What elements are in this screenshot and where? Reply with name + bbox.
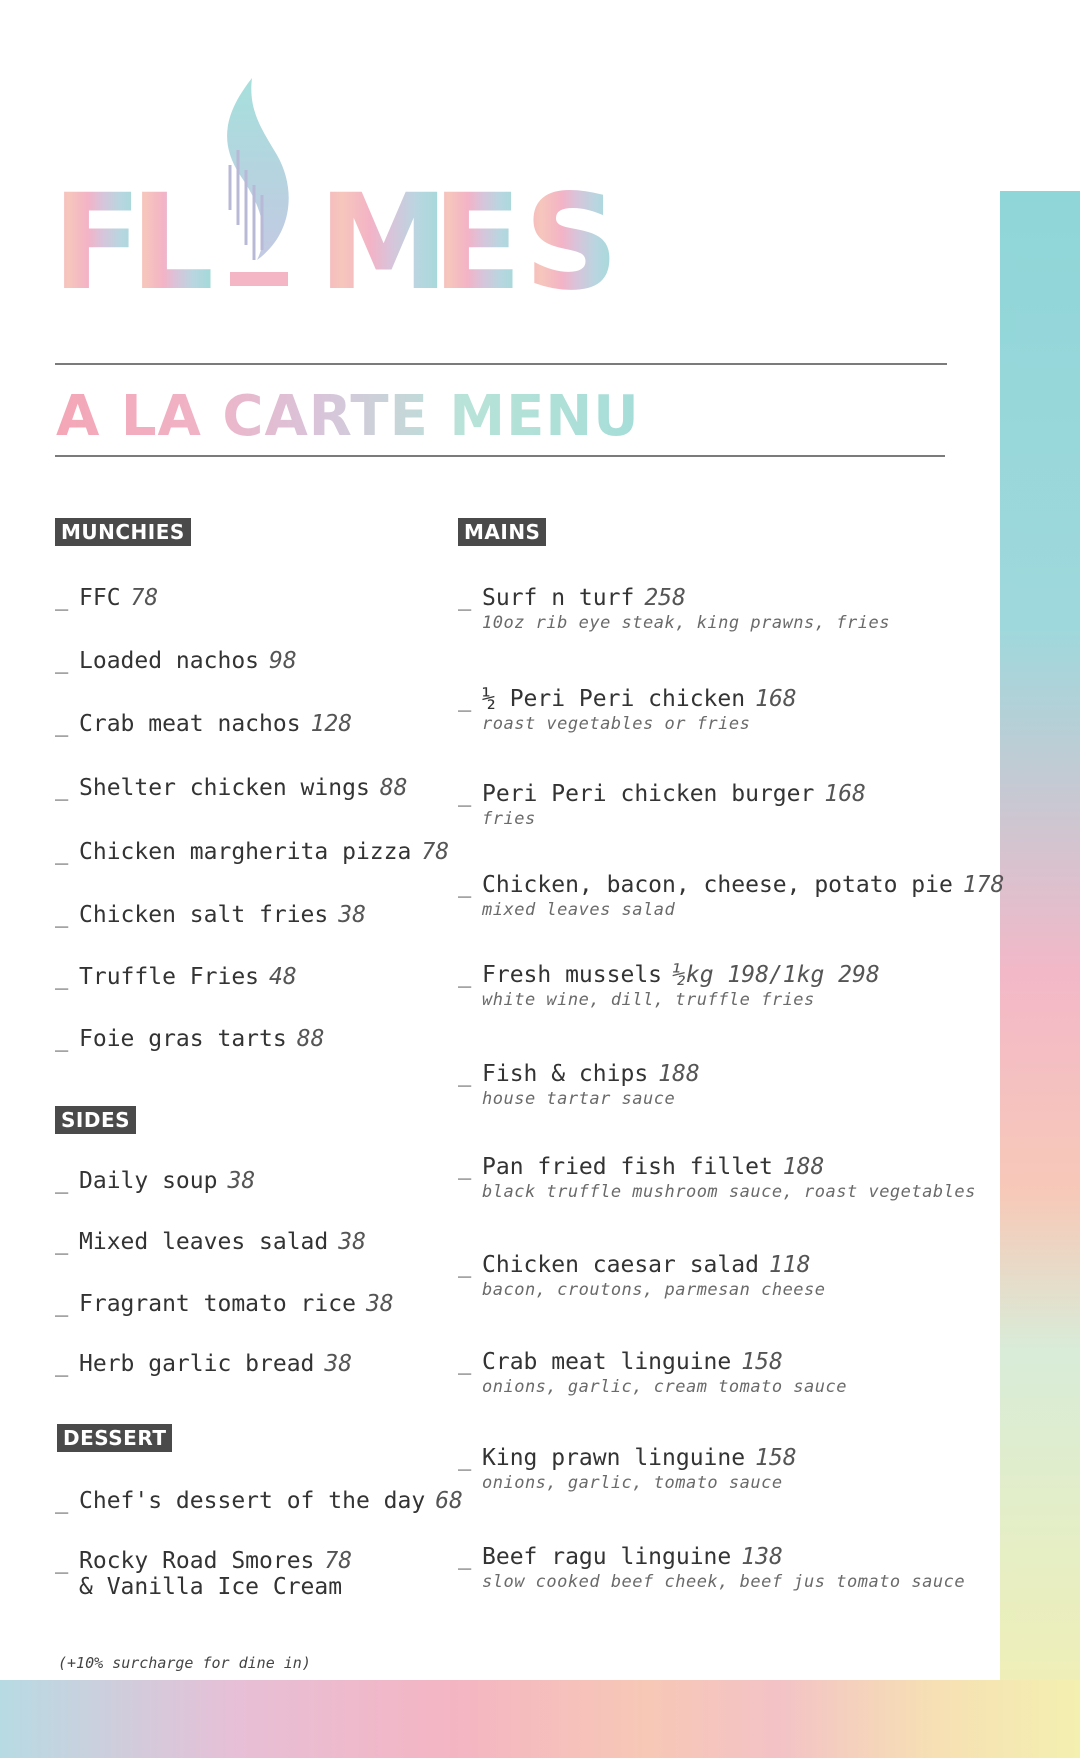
item-price: 48	[269, 964, 297, 990]
item-name: Crab meat linguine	[482, 1349, 732, 1375]
bullet-dash: _	[55, 1169, 69, 1194]
item-price: 98	[269, 648, 297, 674]
item-description: onions, garlic, cream tomato sauce	[482, 1377, 847, 1397]
item-price: 118	[768, 1252, 811, 1278]
item-price: 168	[755, 686, 797, 712]
item-price: 88	[379, 775, 408, 801]
item-price: 38	[227, 1168, 256, 1194]
menu-item	[55, 585, 158, 611]
item-name: Rocky Road Smores	[79, 1548, 315, 1574]
page-title: A LA CARTE MENU	[56, 384, 640, 449]
item-price: 188	[658, 1061, 700, 1087]
item-price: 38	[338, 902, 366, 928]
item-price: 68	[435, 1488, 463, 1514]
menu-item	[458, 1252, 826, 1300]
item-description: onions, garlic, tomato sauce	[482, 1473, 783, 1493]
logo-letter-f: F	[52, 166, 143, 320]
section-heading-munchies: MUNCHIES	[55, 518, 191, 546]
menu-item	[458, 1544, 965, 1592]
bullet-dash: _	[458, 586, 472, 611]
menu-item	[55, 964, 297, 990]
item-price: 188	[782, 1154, 825, 1180]
bullet-dash: _	[55, 712, 69, 737]
side-gradient-band	[1000, 191, 1080, 1758]
bullet-dash: _	[55, 1549, 69, 1574]
menu-item	[458, 585, 890, 633]
item-name: Mixed leaves salad	[79, 1229, 329, 1255]
menu-item	[458, 872, 1004, 920]
menu-item	[55, 775, 408, 801]
item-name: Daily soup	[79, 1168, 218, 1194]
menu-item	[55, 711, 352, 737]
menu-item	[458, 1061, 700, 1109]
menu-item	[458, 781, 866, 829]
item-price: 258	[644, 585, 686, 611]
item-name: Peri Peri chicken burger	[482, 781, 815, 807]
menu-item	[55, 648, 297, 674]
bullet-dash: _	[55, 903, 69, 928]
item-description: bacon, croutons, parmesan cheese	[482, 1280, 826, 1300]
menu-item	[458, 962, 880, 1010]
menu-item	[55, 1168, 255, 1194]
item-price: ½kg 198/1kg 298	[672, 962, 880, 988]
item-price: 138	[741, 1544, 783, 1570]
item-name: Fish & chips	[482, 1061, 649, 1087]
bullet-dash: _	[458, 782, 472, 807]
flames-logo	[52, 70, 620, 320]
bullet-dash: _	[458, 1545, 472, 1570]
surcharge-note: (+10% surcharge for dine in)	[58, 1654, 311, 1672]
bottom-gradient-band	[0, 1680, 1080, 1758]
bullet-dash: _	[55, 965, 69, 990]
bullet-dash: _	[458, 687, 472, 712]
item-price: 78	[324, 1548, 353, 1574]
item-name: Surf n turf	[482, 585, 635, 611]
bullet-dash: _	[55, 1292, 69, 1317]
menu-item	[55, 1229, 366, 1255]
item-description: white wine, dill, truffle fries	[482, 990, 815, 1010]
item-description: house tartar sauce	[482, 1089, 676, 1109]
item-price: 168	[824, 781, 866, 807]
item-description: roast vegetables or fries	[482, 714, 751, 734]
item-price: 178	[962, 872, 1005, 898]
menu-item	[55, 902, 366, 928]
menu-item	[458, 686, 797, 734]
bullet-dash: _	[55, 586, 69, 611]
section-heading-dessert: DESSERT	[57, 1424, 172, 1452]
menu-item	[55, 1548, 352, 1600]
bullet-dash: _	[458, 873, 472, 898]
item-price: 158	[741, 1349, 783, 1375]
item-name: Crab meat nachos	[79, 711, 301, 737]
logo-letter-e: E	[432, 166, 523, 320]
bullet-dash: _	[458, 1155, 472, 1180]
item-name: Chicken, bacon, cheese, potato pie	[482, 872, 953, 898]
item-description: mixed leaves salad	[482, 900, 676, 920]
title-underline-rule	[55, 455, 945, 457]
item-name: Fragrant tomato rice	[79, 1291, 356, 1317]
menu-item	[55, 1488, 463, 1514]
bullet-dash: _	[55, 1027, 69, 1052]
item-name: King prawn linguine	[482, 1445, 746, 1471]
item-name: Beef ragu linguine	[482, 1544, 732, 1570]
flame-icon	[227, 78, 289, 286]
item-name: FFC	[79, 585, 121, 611]
item-name: Fresh mussels	[482, 962, 663, 988]
item-name: Herb garlic bread	[79, 1351, 315, 1377]
item-name: Truffle Fries	[79, 964, 260, 990]
bullet-dash: _	[458, 1062, 472, 1087]
bullet-dash: _	[458, 1446, 472, 1471]
menu-item	[458, 1154, 976, 1202]
logo-letter-m: M	[318, 166, 450, 320]
item-price: 78	[421, 839, 450, 865]
bullet-dash: _	[55, 649, 69, 674]
section-heading-mains: MAINS	[458, 518, 546, 546]
bullet-dash: _	[55, 1489, 69, 1514]
item-price: 88	[296, 1026, 325, 1052]
menu-item	[55, 1026, 324, 1052]
bullet-dash: _	[55, 840, 69, 865]
section-heading-sides: SIDES	[55, 1106, 136, 1134]
bullet-dash: _	[458, 1253, 472, 1278]
bullet-dash: _	[458, 1350, 472, 1375]
item-price: 38	[324, 1351, 353, 1377]
logo-letter-s: S	[524, 166, 620, 320]
item-price: 38	[338, 1229, 366, 1255]
bullet-dash: _	[55, 776, 69, 801]
item-name: Chicken margherita pizza	[79, 839, 412, 865]
item-name: Shelter chicken wings	[79, 775, 370, 801]
bullet-dash: _	[55, 1230, 69, 1255]
item-name: Loaded nachos	[79, 648, 260, 674]
item-price: 158	[755, 1445, 797, 1471]
item-description: fries	[482, 809, 536, 829]
item-description: black truffle mushroom sauce, roast vegetables	[482, 1182, 976, 1202]
item-price: 78	[130, 585, 159, 611]
item-name-line-2: & Vanilla Ice Cream	[79, 1574, 343, 1600]
menu-item	[55, 1351, 352, 1377]
item-name: Pan fried fish fillet	[482, 1154, 773, 1180]
item-name: ½ Peri Peri chicken	[482, 686, 746, 712]
top-rule	[55, 363, 947, 365]
bullet-dash: _	[458, 963, 472, 988]
item-price: 128	[310, 711, 353, 737]
menu-item	[458, 1349, 847, 1397]
item-name: Chicken caesar salad	[482, 1252, 759, 1278]
item-name: Chef's dessert of the day	[79, 1488, 426, 1514]
logo-letter-l: L	[130, 166, 215, 320]
item-name: Foie gras tarts	[79, 1026, 287, 1052]
menu-item	[55, 839, 449, 865]
bullet-dash: _	[55, 1352, 69, 1377]
item-name: Chicken salt fries	[79, 902, 329, 928]
item-description: 10oz rib eye steak, king prawns, fries	[482, 613, 890, 633]
item-description: slow cooked beef cheek, beef jus tomato sauce	[482, 1572, 966, 1592]
menu-item	[458, 1445, 797, 1493]
menu-item	[55, 1291, 394, 1317]
item-price: 38	[365, 1291, 394, 1317]
